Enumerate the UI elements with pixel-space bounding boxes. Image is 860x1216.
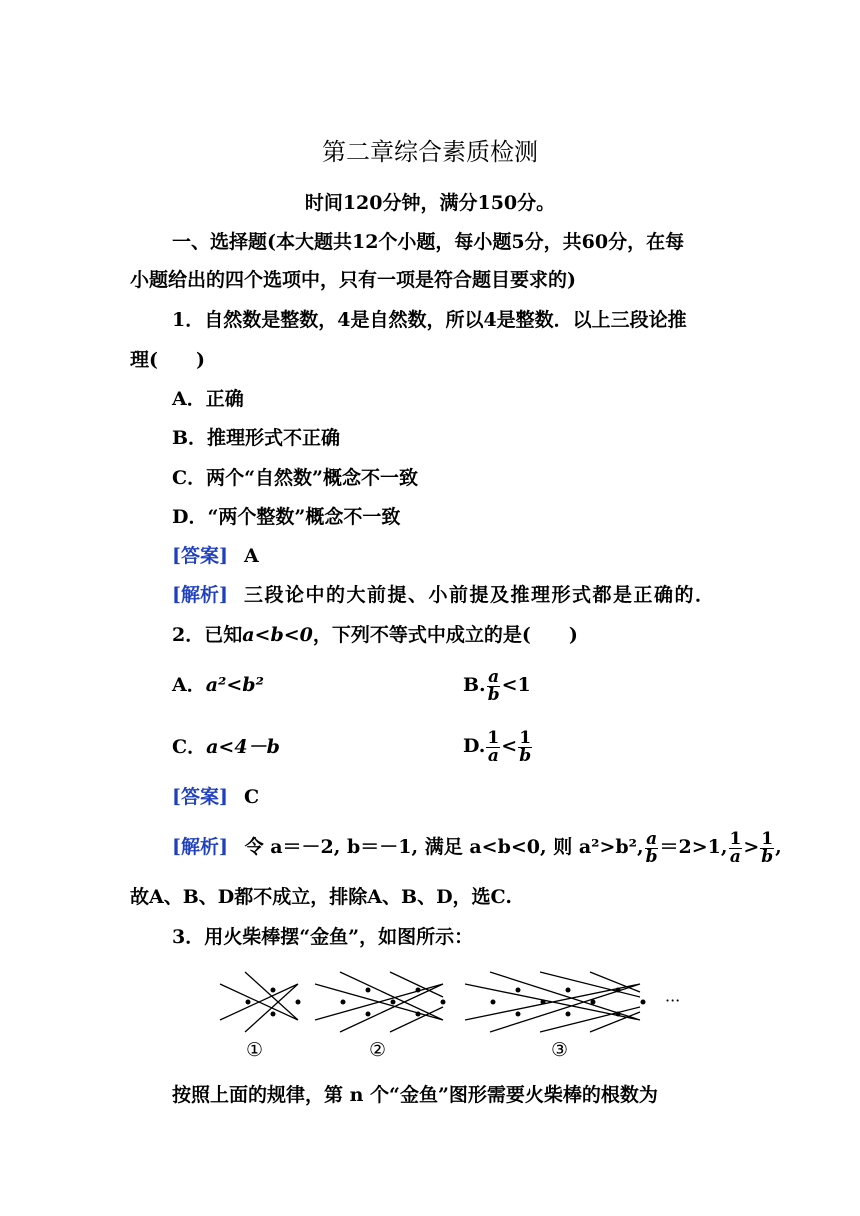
q1-option-b: B．推理形式不正确: [172, 427, 341, 449]
q3-question-line: 按照上面的规律，第 n 个“金鱼”图形需要火柴棒的根数为: [172, 1084, 658, 1106]
fraction: $\frac{1}{a}$: [729, 828, 742, 867]
figure-ellipsis: ···: [665, 991, 681, 1010]
q1-option-c: C．两个“自然数”概念不一致: [172, 467, 418, 489]
analysis-tag: [解析]: [172, 836, 228, 858]
section-heading: 一、选择题(本大题共12个小题，每小题5分，共60分，在每: [172, 231, 685, 253]
page-title: 第二章综合素质检测: [322, 138, 538, 166]
q1-answer: [172, 544, 259, 568]
analysis-tag: [解析]: [172, 584, 228, 606]
figure-label-1: ①: [246, 1039, 264, 1061]
figure-label-3: ③: [551, 1039, 569, 1061]
q2-option-a: A．a²<b²: [172, 674, 264, 696]
fraction: $\frac{1}{a}$: [487, 727, 500, 766]
figure-label-2: ②: [369, 1039, 387, 1061]
section-heading-cont: 小题给出的四个选项中，只有一项是符合题目要求的): [130, 269, 576, 291]
q2-option-b: B. $\frac{a}{b}$ <1: [463, 666, 531, 705]
q2-conclusion: 故A、B、D都不成立，排除A、B、D，选C.: [130, 886, 512, 908]
answer-value: A: [244, 545, 259, 567]
q1-option-d: D．“两个整数”概念不一致: [172, 506, 401, 528]
q2-answer: [172, 785, 259, 809]
q1-stem: 1．自然数是整数，4是自然数，所以4是整数．以上三段论推: [172, 309, 687, 331]
answer-tag: [答案]: [172, 786, 228, 808]
analysis-text: 三段论中的大前提、小前提及推理形式都是正确的．: [244, 584, 716, 606]
q1-stem-cont: 理( ): [130, 349, 205, 371]
q1-option-a: A．正确: [172, 388, 244, 410]
q2-condition: a<b<0: [242, 624, 313, 646]
fraction: $\frac{a}{b}$: [487, 666, 500, 705]
answer-value: C: [244, 786, 260, 808]
q3-stem: 3．用火柴棒摆“金鱼”，如图所示：: [172, 926, 474, 948]
fraction: $\frac{1}{b}$: [519, 727, 532, 766]
q2-option-c: C．a<4－b: [172, 736, 280, 758]
q2-analysis: [解析] 令 a＝－2, b＝－1, 满足 a<b<0, 则 a²>b², $\frac{a}{b}$ ＝2>1, $\frac{1}{a}$ > $\frac{1}{b}$ ,: [172, 828, 782, 867]
answer-tag: [答案]: [172, 545, 228, 567]
q2-stem: 2．已知a<b<0，下列不等式中成立的是( ): [172, 624, 578, 646]
fraction: $\frac{1}{b}$: [761, 828, 774, 867]
goldfish-figure: [210, 962, 710, 1062]
page-subtitle: 时间120分钟，满分150分。: [304, 192, 556, 214]
q1-analysis: [172, 583, 716, 607]
fraction: $\frac{a}{b}$: [645, 828, 658, 867]
q2-option-d: D. $\frac{1}{a}$ < $\frac{1}{b}$: [463, 727, 532, 766]
